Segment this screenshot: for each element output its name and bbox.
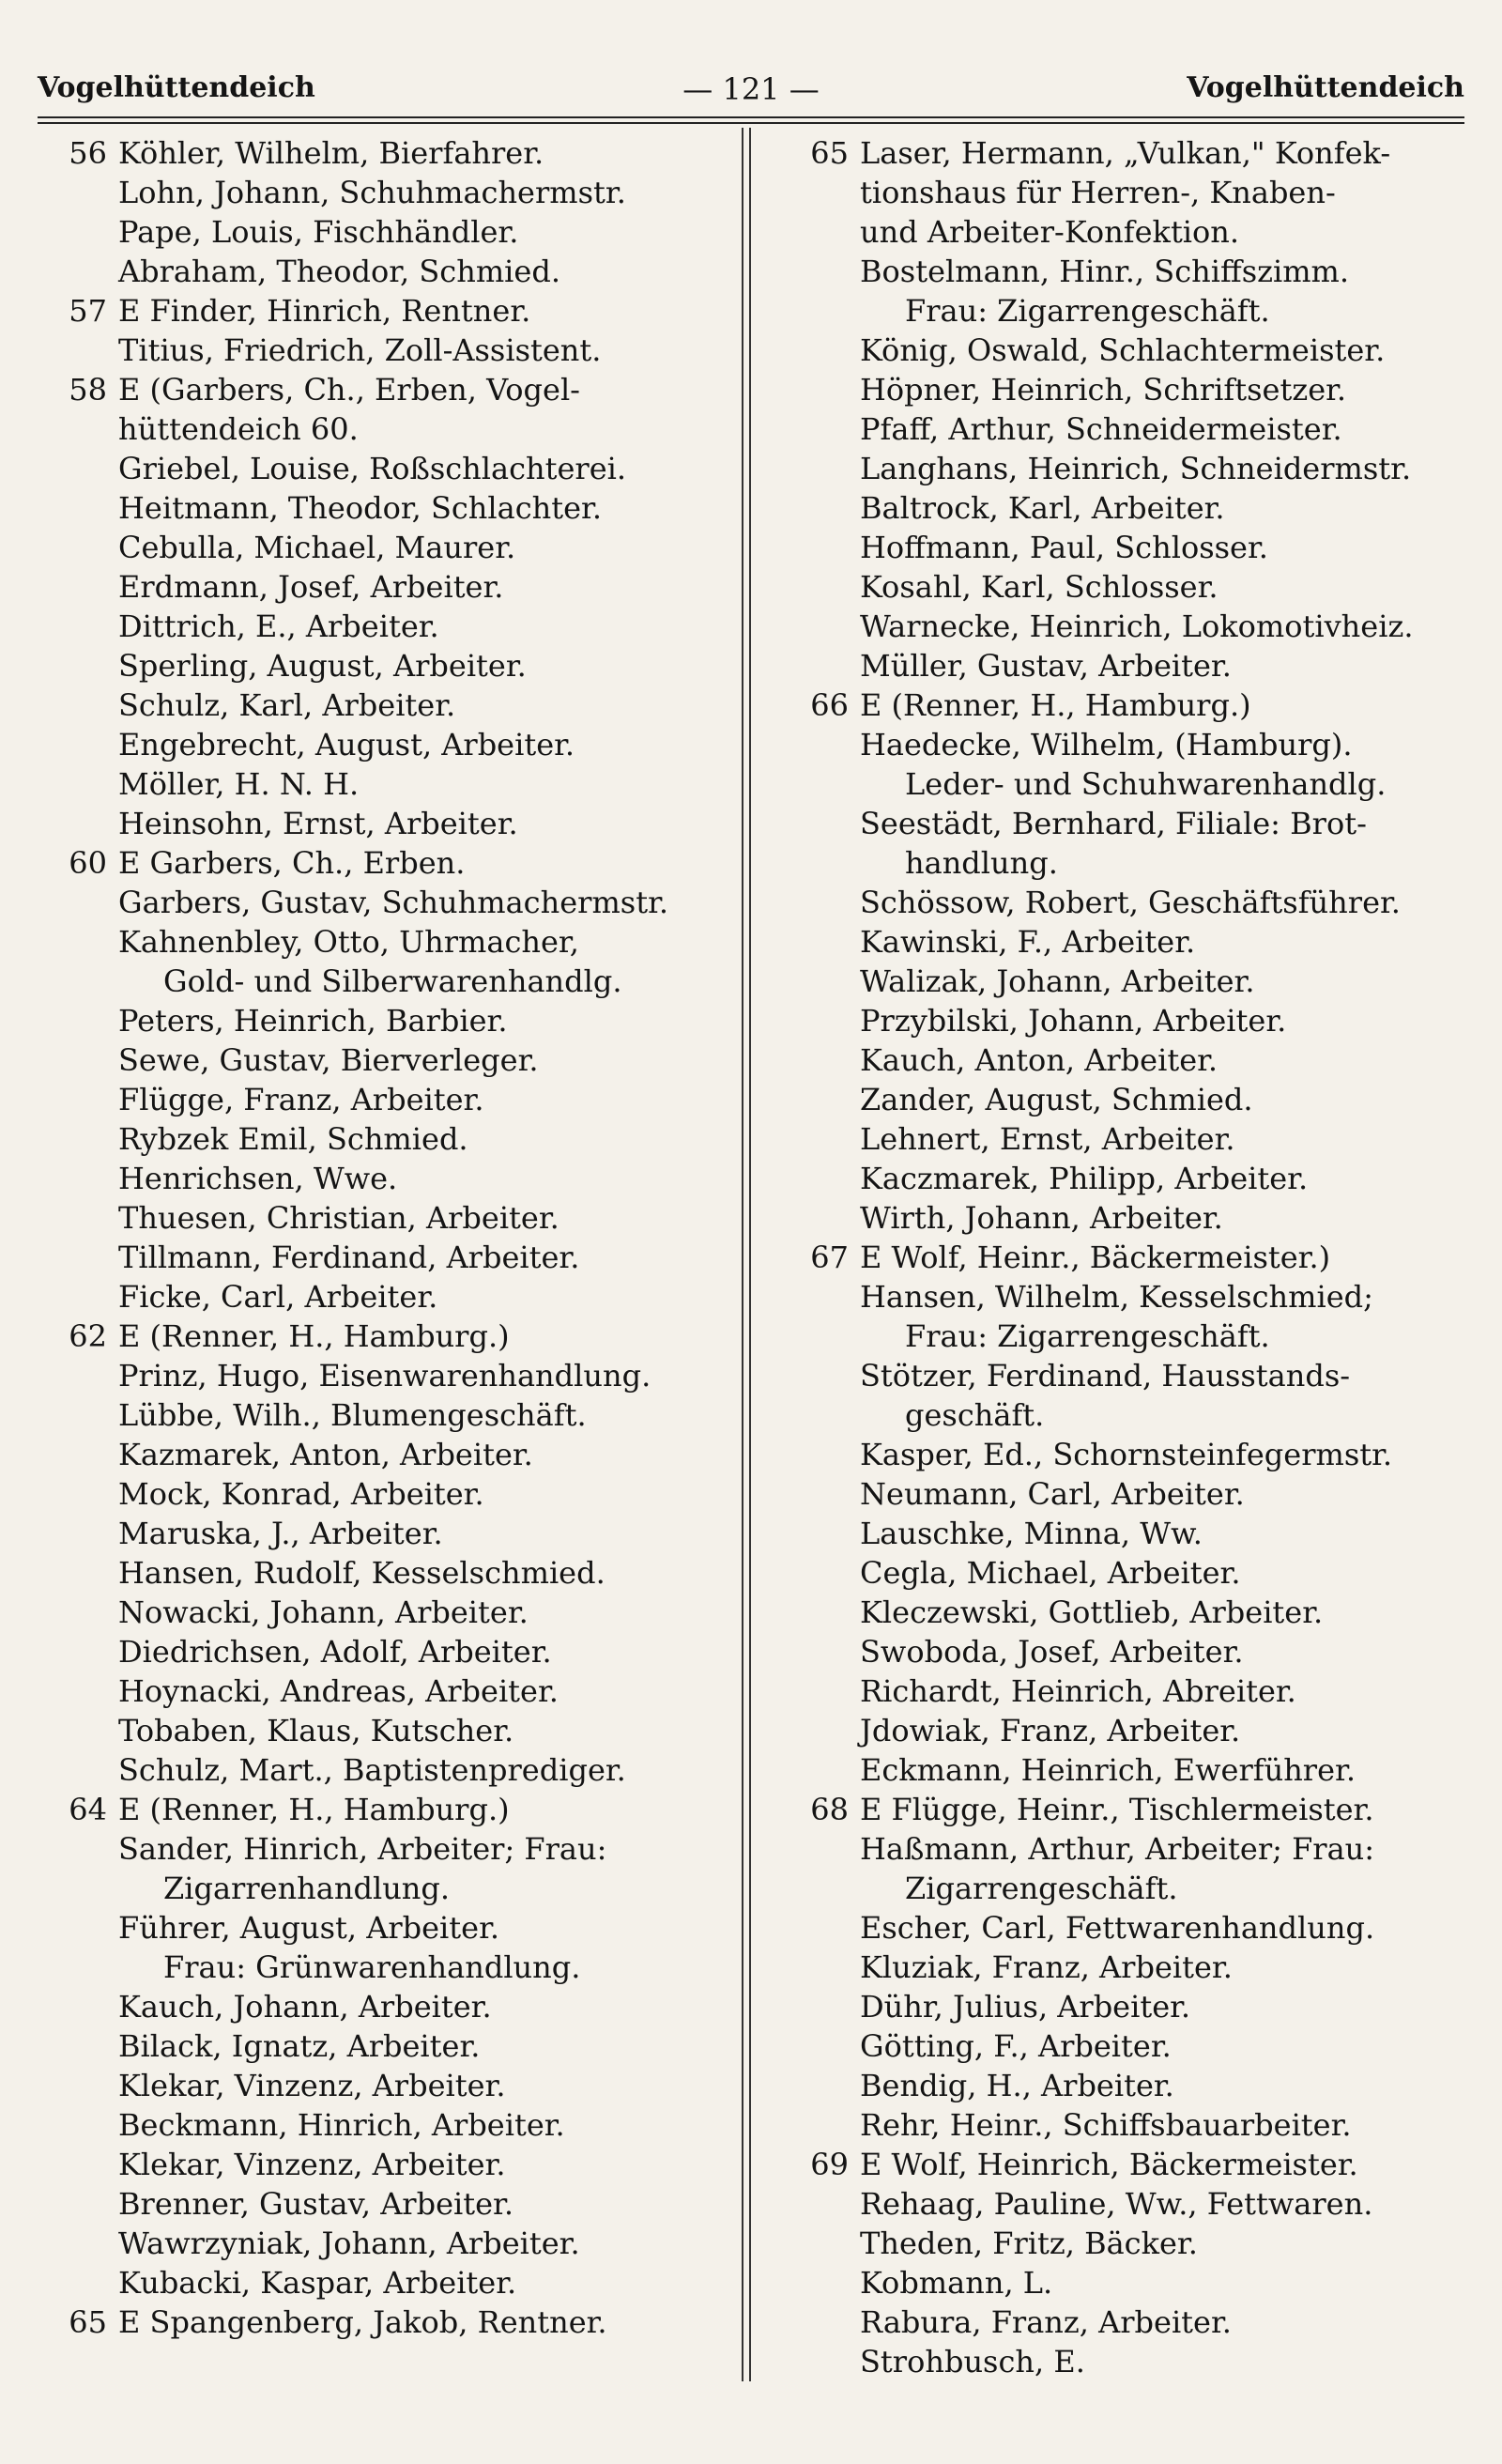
- directory-entry: [783, 1159, 1468, 1198]
- directory-entry: [783, 1001, 1468, 1040]
- entry-text: Brenner, Gustav, Arbeiter.: [118, 2186, 513, 2222]
- directory-entry: [783, 725, 1468, 764]
- entry-text: Langhans, Heinrich, Schneidermstr.: [860, 451, 1412, 486]
- entry-text: Stötzer, Ferdinand, Hausstands-: [860, 1358, 1351, 1394]
- directory-entry: [41, 1040, 736, 1080]
- directory-entry: [41, 1001, 736, 1040]
- entry-text: Beckmann, Hinrich, Arbeiter.: [118, 2107, 565, 2143]
- directory-entry: [783, 1356, 1468, 1395]
- directory-entry: [783, 804, 1468, 843]
- directory-entry: [783, 1553, 1468, 1593]
- entry-text: Pape, Louis, Fischhändler.: [118, 214, 519, 250]
- entry-text: Erdmann, Josef, Arbeiter.: [118, 569, 504, 605]
- directory-entry: [783, 1238, 1468, 1277]
- entry-text: Schössow, Robert, Geschäftsführer.: [860, 885, 1401, 920]
- directory-entry: [41, 409, 736, 449]
- entry-text: Dittrich, E., Arbeiter.: [118, 608, 439, 644]
- directory-entry: [783, 2026, 1468, 2066]
- directory-entry: [783, 922, 1468, 962]
- directory-entry: [783, 370, 1468, 409]
- entry-text: Rehaag, Pauline, Ww., Fettwaren.: [860, 2186, 1373, 2222]
- house-number: 56: [69, 135, 107, 171]
- entry-text: Eckmann, Heinrich, Ewerführer.: [860, 1752, 1356, 1788]
- entry-text: Schulz, Mart., Baptistenprediger.: [118, 1752, 626, 1788]
- directory-entry: [41, 567, 736, 607]
- entry-text: Lohn, Johann, Schuhmachermstr.: [118, 175, 626, 210]
- directory-entry: [41, 2066, 736, 2105]
- directory-entry: [41, 804, 736, 843]
- entry-text: Titius, Friedrich, Zoll-Assistent.: [118, 332, 602, 368]
- entry-text: Escher, Carl, Fettwarenhandlung.: [860, 1910, 1375, 1946]
- directory-entry: [41, 607, 736, 646]
- column-divider: [742, 128, 751, 2381]
- entry-text: Abraham, Theodor, Schmied.: [118, 254, 560, 289]
- entry-text: Seestädt, Bernhard, Filiale: Brot-: [860, 806, 1367, 841]
- directory-entry: [41, 685, 736, 725]
- directory-entry: [41, 764, 736, 804]
- directory-entry: [783, 133, 1468, 173]
- directory-entry: [783, 1080, 1468, 1119]
- entry-text: und Arbeiter-Konfektion.: [860, 214, 1240, 250]
- entry-text: Strohbusch, E.: [860, 2344, 1085, 2379]
- directory-entry: [41, 843, 736, 883]
- house-number: 62: [69, 1318, 107, 1354]
- entry-text: Schulz, Karl, Arbeiter.: [118, 687, 456, 723]
- directory-entry: [783, 1395, 1468, 1435]
- entry-text: Lübbe, Wilh., Blumengeschäft.: [118, 1397, 587, 1433]
- entry-text: Müller, Gustav, Arbeiter.: [860, 648, 1232, 684]
- entry-text: Kluziak, Franz, Arbeiter.: [860, 1949, 1233, 1985]
- house-number: 65: [69, 2304, 107, 2340]
- entry-text: geschäft.: [905, 1397, 1045, 1433]
- directory-entry: [783, 2145, 1468, 2184]
- directory-entry: [41, 1474, 736, 1514]
- entry-text: Kauch, Anton, Arbeiter.: [860, 1042, 1218, 1078]
- directory-entry: [41, 1790, 736, 1829]
- entry-text: Henrichsen, Wwe.: [118, 1161, 398, 1196]
- running-head-right: Vogelhüttendeich: [1187, 71, 1464, 104]
- directory-entry: [41, 1238, 736, 1277]
- directory-entry: [783, 1632, 1468, 1671]
- right-column: [783, 133, 1468, 2381]
- entry-text: Jdowiak, Franz, Arbeiter.: [860, 1713, 1241, 1748]
- directory-entry: [783, 2066, 1468, 2105]
- directory-entry: [41, 133, 736, 173]
- house-number: 57: [69, 293, 107, 329]
- entry-text: E Wolf, Heinrich, Bäckermeister.: [860, 2147, 1358, 2182]
- entry-text: Kauch, Johann, Arbeiter.: [118, 1989, 492, 2025]
- directory-entry: [41, 1317, 736, 1356]
- house-number: 67: [810, 1240, 849, 1275]
- entry-text: Hansen, Wilhelm, Kesselschmied;: [860, 1279, 1373, 1315]
- directory-entry: [783, 685, 1468, 725]
- directory-entry: [41, 2224, 736, 2263]
- directory-entry: [783, 1435, 1468, 1474]
- entry-text: Kleczewski, Gottlieb, Arbeiter.: [860, 1594, 1324, 1630]
- entry-text: Sander, Hinrich, Arbeiter; Frau:: [118, 1831, 607, 1867]
- entry-text: Sewe, Gustav, Bierverleger.: [118, 1042, 539, 1078]
- entry-text: Tillmann, Ferdinand, Arbeiter.: [118, 1240, 580, 1275]
- directory-entry: [783, 2105, 1468, 2145]
- entry-text: Wirth, Johann, Arbeiter.: [860, 1200, 1223, 1236]
- directory-entry: [783, 567, 1468, 607]
- entry-text: Engebrecht, August, Arbeiter.: [118, 727, 575, 762]
- entry-text: handlung.: [905, 845, 1058, 881]
- directory-entry: [783, 2302, 1468, 2342]
- entry-text: Kahnenbley, Otto, Uhrmacher,: [118, 924, 579, 960]
- directory-entry: [783, 2263, 1468, 2302]
- directory-entry: [41, 2145, 736, 2184]
- entry-text: Flügge, Franz, Arbeiter.: [118, 1082, 484, 1117]
- entry-text: Heinsohn, Ernst, Arbeiter.: [118, 806, 518, 841]
- directory-entry: [783, 1948, 1468, 1987]
- directory-entry: [41, 1671, 736, 1711]
- entry-text: Rabura, Franz, Arbeiter.: [860, 2304, 1232, 2340]
- entry-text: Kazmarek, Anton, Arbeiter.: [118, 1437, 533, 1472]
- entry-text: Kobmann, L.: [860, 2265, 1053, 2301]
- entry-text: E (Renner, H., Hamburg.): [118, 1792, 510, 1827]
- directory-entry: [783, 1040, 1468, 1080]
- directory-entry: [783, 1277, 1468, 1317]
- entry-text: Cebulla, Michael, Maurer.: [118, 530, 516, 565]
- entry-text: Frau: Zigarrengeschäft.: [905, 293, 1270, 329]
- house-number: 60: [69, 845, 107, 881]
- directory-entry: [41, 1553, 736, 1593]
- directory-entry: [41, 370, 736, 409]
- directory-entry: [783, 646, 1468, 685]
- entry-text: Klekar, Vinzenz, Arbeiter.: [118, 2068, 506, 2103]
- entry-text: Haßmann, Arthur, Arbeiter; Frau:: [860, 1831, 1375, 1867]
- directory-entry: [41, 1198, 736, 1238]
- directory-entry: [783, 2342, 1468, 2381]
- directory-entry: [41, 1711, 736, 1750]
- entry-text: Haedecke, Wilhelm, (Hamburg).: [860, 727, 1353, 762]
- directory-entry: [783, 1750, 1468, 1790]
- entry-text: Swoboda, Josef, Arbeiter.: [860, 1634, 1244, 1670]
- directory-entry: [783, 2184, 1468, 2224]
- directory-entry: [783, 607, 1468, 646]
- entry-text: Pfaff, Arthur, Schneidermeister.: [860, 411, 1342, 447]
- entry-text: E (Garbers, Ch., Erben, Vogel-: [118, 372, 580, 408]
- directory-entry: [783, 1987, 1468, 2026]
- page-header: [38, 71, 1464, 118]
- directory-entry: [41, 2263, 736, 2302]
- directory-entry: [41, 1435, 736, 1474]
- entry-text: Nowacki, Johann, Arbeiter.: [118, 1594, 529, 1630]
- directory-entry: [783, 212, 1468, 252]
- directory-entry: [41, 883, 736, 922]
- entry-text: Kaczmarek, Philipp, Arbeiter.: [860, 1161, 1309, 1196]
- entry-text: Köhler, Wilhelm, Bierfahrer.: [118, 135, 544, 171]
- house-number: 69: [810, 2147, 849, 2182]
- entry-text: Prinz, Hugo, Eisenwarenhandlung.: [118, 1358, 651, 1394]
- directory-entry: [783, 1908, 1468, 1948]
- entry-text: Ficke, Carl, Arbeiter.: [118, 1279, 438, 1315]
- directory-entry: [41, 1159, 736, 1198]
- entry-text: Cegla, Michael, Arbeiter.: [860, 1555, 1241, 1591]
- entry-text: Bostelmann, Hinr., Schiffszimm.: [860, 254, 1350, 289]
- entry-text: Neumann, Carl, Arbeiter.: [860, 1476, 1245, 1512]
- entry-text: Dühr, Julius, Arbeiter.: [860, 1989, 1191, 2025]
- directory-entry: [41, 922, 736, 962]
- directory-entry: [41, 1750, 736, 1790]
- directory-entry: [783, 962, 1468, 1001]
- entry-text: Wawrzyniak, Johann, Arbeiter.: [118, 2225, 580, 2261]
- directory-entry: [783, 173, 1468, 212]
- house-number: 66: [810, 687, 849, 723]
- entry-text: Kosahl, Karl, Schlosser.: [860, 569, 1218, 605]
- entry-text: Rehr, Heinr., Schiffsbauarbeiter.: [860, 2107, 1352, 2143]
- entry-text: tionshaus für Herren-, Knaben-: [860, 175, 1336, 210]
- directory-entry: [783, 528, 1468, 567]
- entry-text: Heitmann, Theodor, Schlachter.: [118, 490, 602, 526]
- entry-text: Walizak, Johann, Arbeiter.: [860, 963, 1255, 999]
- entry-text: Sperling, August, Arbeiter.: [118, 648, 527, 684]
- house-number: 65: [810, 135, 849, 171]
- directory-entry: [41, 252, 736, 291]
- directory-entry: [783, 1671, 1468, 1711]
- entry-text: Kubacki, Kaspar, Arbeiter.: [118, 2265, 517, 2301]
- directory-entry: [41, 1119, 736, 1159]
- entry-text: Frau: Grünwarenhandlung.: [163, 1949, 581, 1985]
- house-number: 68: [810, 1792, 849, 1827]
- entry-text: Klekar, Vinzenz, Arbeiter.: [118, 2147, 506, 2182]
- entry-text: E (Renner, H., Hamburg.): [118, 1318, 510, 1354]
- header-rule-double: [38, 122, 1464, 124]
- directory-entry: [41, 1080, 736, 1119]
- directory-entry: [41, 2026, 736, 2066]
- directory-entry: [783, 1790, 1468, 1829]
- directory-entry: [41, 173, 736, 212]
- directory-entry: [41, 1593, 736, 1632]
- entry-text: E Garbers, Ch., Erben.: [118, 845, 466, 881]
- entry-text: Lehnert, Ernst, Arbeiter.: [860, 1121, 1235, 1157]
- left-column: [41, 133, 736, 2342]
- directory-entry: [783, 331, 1468, 370]
- entry-text: hüttendeich 60.: [118, 411, 359, 447]
- entry-text: Warnecke, Heinrich, Lokomotivheiz.: [860, 608, 1414, 644]
- entry-text: Mock, Konrad, Arbeiter.: [118, 1476, 484, 1512]
- directory-entry: [41, 449, 736, 488]
- entry-text: Richardt, Heinrich, Abreiter.: [860, 1673, 1296, 1709]
- entry-text: Gold- und Silberwarenhandlg.: [163, 963, 622, 999]
- directory-entry: [783, 764, 1468, 804]
- directory-entry: [41, 291, 736, 331]
- entry-text: Peters, Heinrich, Barbier.: [118, 1003, 508, 1039]
- directory-entry: [783, 843, 1468, 883]
- directory-entry: [783, 252, 1468, 291]
- directory-entry: [41, 1948, 736, 1987]
- header-rule: [38, 116, 1464, 118]
- entry-text: Zigarrenhandlung.: [163, 1871, 451, 1906]
- directory-entry: [41, 962, 736, 1001]
- directory-entry: [783, 1119, 1468, 1159]
- house-number: 58: [69, 372, 107, 408]
- entry-text: Führer, August, Arbeiter.: [118, 1910, 500, 1946]
- entry-text: Frau: Zigarrengeschäft.: [905, 1318, 1270, 1354]
- directory-entry: [41, 528, 736, 567]
- directory-entry: [783, 449, 1468, 488]
- entry-text: Baltrock, Karl, Arbeiter.: [860, 490, 1225, 526]
- entry-text: Przybilski, Johann, Arbeiter.: [860, 1003, 1287, 1039]
- directory-entry: [41, 1356, 736, 1395]
- entry-text: Kasper, Ed., Schornsteinfegermstr.: [860, 1437, 1393, 1472]
- entry-text: Tobaben, Klaus, Kutscher.: [118, 1713, 514, 1748]
- directory-entry: [41, 2105, 736, 2145]
- directory-entry: [783, 409, 1468, 449]
- directory-entry: [41, 212, 736, 252]
- entry-text: Lauschke, Minna, Ww.: [860, 1516, 1203, 1551]
- entry-text: Höpner, Heinrich, Schriftsetzer.: [860, 372, 1347, 408]
- directory-entry: [783, 488, 1468, 528]
- directory-entry: [783, 1514, 1468, 1553]
- entry-text: Theden, Fritz, Bäcker.: [860, 2225, 1198, 2261]
- entry-text: E Wolf, Heinr., Bäckermeister.): [860, 1240, 1331, 1275]
- directory-entry: [783, 1317, 1468, 1356]
- directory-entry: [41, 331, 736, 370]
- entry-text: E (Renner, H., Hamburg.): [860, 687, 1251, 723]
- directory-entry: [41, 1987, 736, 2026]
- entry-text: Möller, H. N. H.: [118, 766, 360, 802]
- entry-text: Götting, F., Arbeiter.: [860, 2028, 1172, 2064]
- entry-text: Zigarrengeschäft.: [905, 1871, 1178, 1906]
- directory-entry: [41, 646, 736, 685]
- entry-text: Zander, August, Schmied.: [860, 1082, 1253, 1117]
- directory-entry: [41, 2184, 736, 2224]
- entry-text: Rybzek Emil, Schmied.: [118, 1121, 468, 1157]
- directory-entry: [41, 488, 736, 528]
- directory-entry: [41, 2302, 736, 2342]
- entry-text: König, Oswald, Schlachtermeister.: [860, 332, 1386, 368]
- entry-text: Leder- und Schuhwarenhandlg.: [905, 766, 1387, 802]
- directory-entry: [41, 1277, 736, 1317]
- directory-entry: [783, 1474, 1468, 1514]
- entry-text: Garbers, Gustav, Schuhmachermstr.: [118, 885, 669, 920]
- directory-entry: [783, 1711, 1468, 1750]
- directory-entry: [783, 883, 1468, 922]
- directory-entry: [783, 1198, 1468, 1238]
- directory-entry: [783, 291, 1468, 331]
- directory-entry: [783, 1593, 1468, 1632]
- directory-entry: [41, 1395, 736, 1435]
- entry-text: Griebel, Louise, Roßschlachterei.: [118, 451, 627, 486]
- directory-entry: [783, 1829, 1468, 1869]
- directory-entry: [41, 1908, 736, 1948]
- entry-text: Bendig, H., Arbeiter.: [860, 2068, 1174, 2103]
- entry-text: Thuesen, Christian, Arbeiter.: [118, 1200, 559, 1236]
- directory-entry: [41, 725, 736, 764]
- entry-text: Hoynacki, Andreas, Arbeiter.: [118, 1673, 559, 1709]
- directory-entry: [41, 1632, 736, 1671]
- house-number: 64: [69, 1792, 107, 1827]
- entry-text: Kawinski, F., Arbeiter.: [860, 924, 1196, 960]
- page-number: — 121 —: [682, 71, 820, 107]
- entry-text: Maruska, J., Arbeiter.: [118, 1516, 443, 1551]
- directory-entry: [783, 1869, 1468, 1908]
- directory-entry: [41, 1514, 736, 1553]
- entry-text: Laser, Hermann, „Vulkan," Konfek-: [860, 135, 1391, 171]
- directory-entry: [41, 1829, 736, 1869]
- directory-entry: [783, 2224, 1468, 2263]
- entry-text: E Spangenberg, Jakob, Rentner.: [118, 2304, 607, 2340]
- entry-text: Hansen, Rudolf, Kesselschmied.: [118, 1555, 605, 1591]
- entry-text: Diedrichsen, Adolf, Arbeiter.: [118, 1634, 552, 1670]
- entry-text: Bilack, Ignatz, Arbeiter.: [118, 2028, 481, 2064]
- running-head-left: Vogelhüttendeich: [38, 71, 315, 104]
- entry-text: E Finder, Hinrich, Rentner.: [118, 293, 531, 329]
- entry-text: E Flügge, Heinr., Tischlermeister.: [860, 1792, 1374, 1827]
- entry-text: Hoffmann, Paul, Schlosser.: [860, 530, 1268, 565]
- directory-entry: [41, 1869, 736, 1908]
